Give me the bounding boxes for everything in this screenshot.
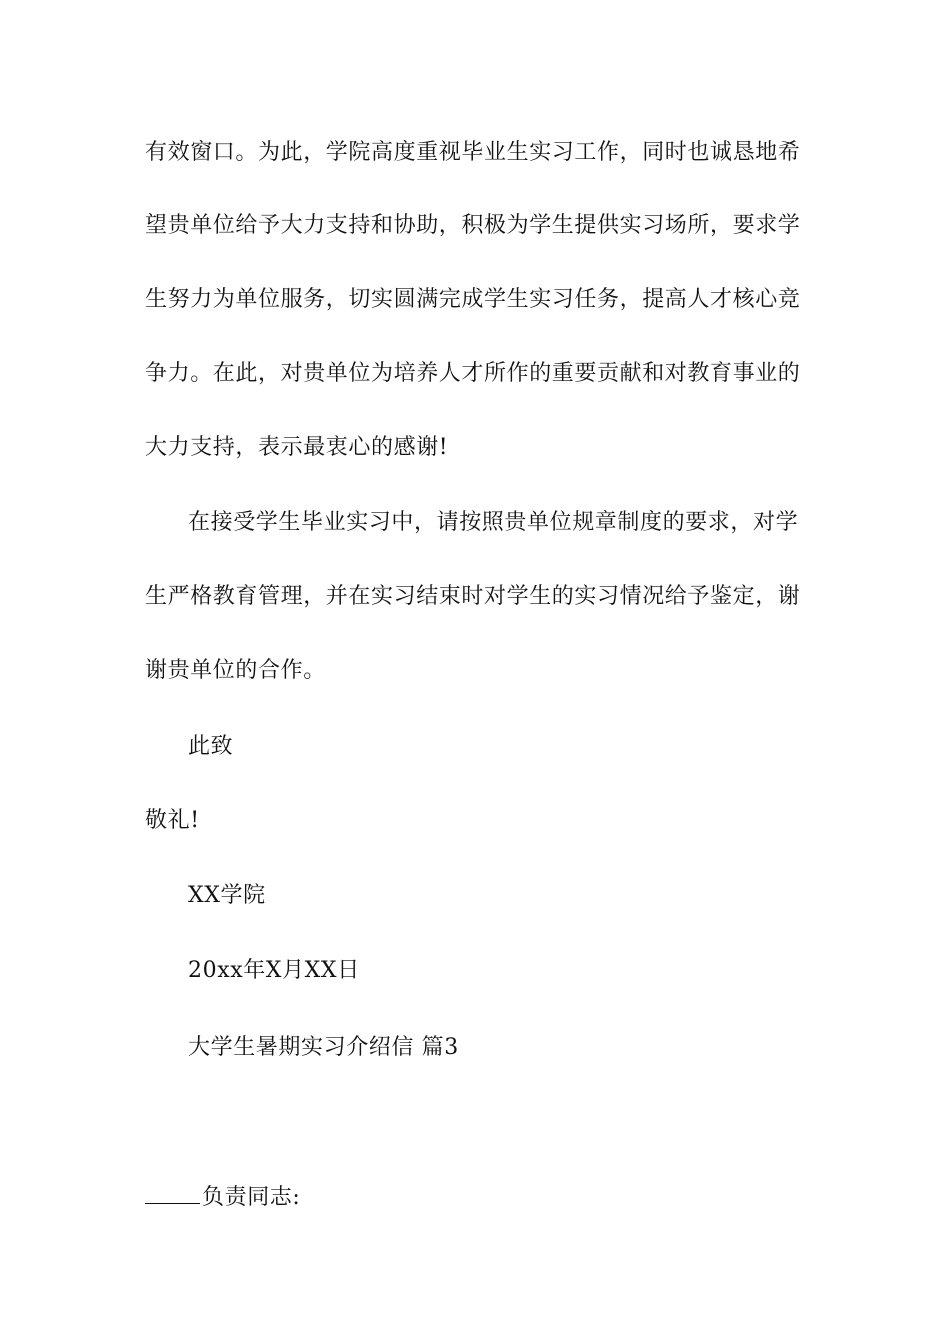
- paragraph1-line-5: 大力支持，表示最衷心的感谢!: [145, 435, 449, 460]
- addressee-line: [145, 1183, 815, 1213]
- paragraph1-line-1: 有效窗口。为此，学院高度重视毕业生实习工作，同时也诚恳地希: [145, 140, 801, 165]
- paragraph1-line-3: 生努力为单位服务，切实圆满完成学生实习任务，提高人才核心竞: [145, 287, 801, 312]
- paragraph2-line-2: 生严格教育管理，并在实习结束时对学生的实习情况给予鉴定，谢: [145, 584, 801, 609]
- signature-institution: XX学院: [188, 883, 266, 908]
- paragraph2-line-1: 在接受学生毕业实习中，请按照贵单位规章制度的要求，对学: [188, 510, 799, 535]
- paragraph1-line-2: 望贵单位给予大力支持和协助，积极为学生提供实习场所，要求学: [145, 213, 801, 238]
- paragraph2-line-3: 谢贵单位的合作。: [145, 658, 326, 683]
- signature-date: 20xx年X月XX日: [188, 958, 360, 983]
- closing-regards: 敬礼!: [145, 808, 200, 833]
- closing-salutation: 此致: [188, 734, 234, 759]
- section-title: 大学生暑期实习介绍信 篇3: [188, 1035, 459, 1060]
- addressee-text: 负责同志:: [202, 1185, 301, 1210]
- fill-in-blank: [145, 1183, 200, 1204]
- paragraph1-line-4: 争力。在此，对贵单位为培养人才所作的重要贡献和对教育事业的: [145, 361, 801, 386]
